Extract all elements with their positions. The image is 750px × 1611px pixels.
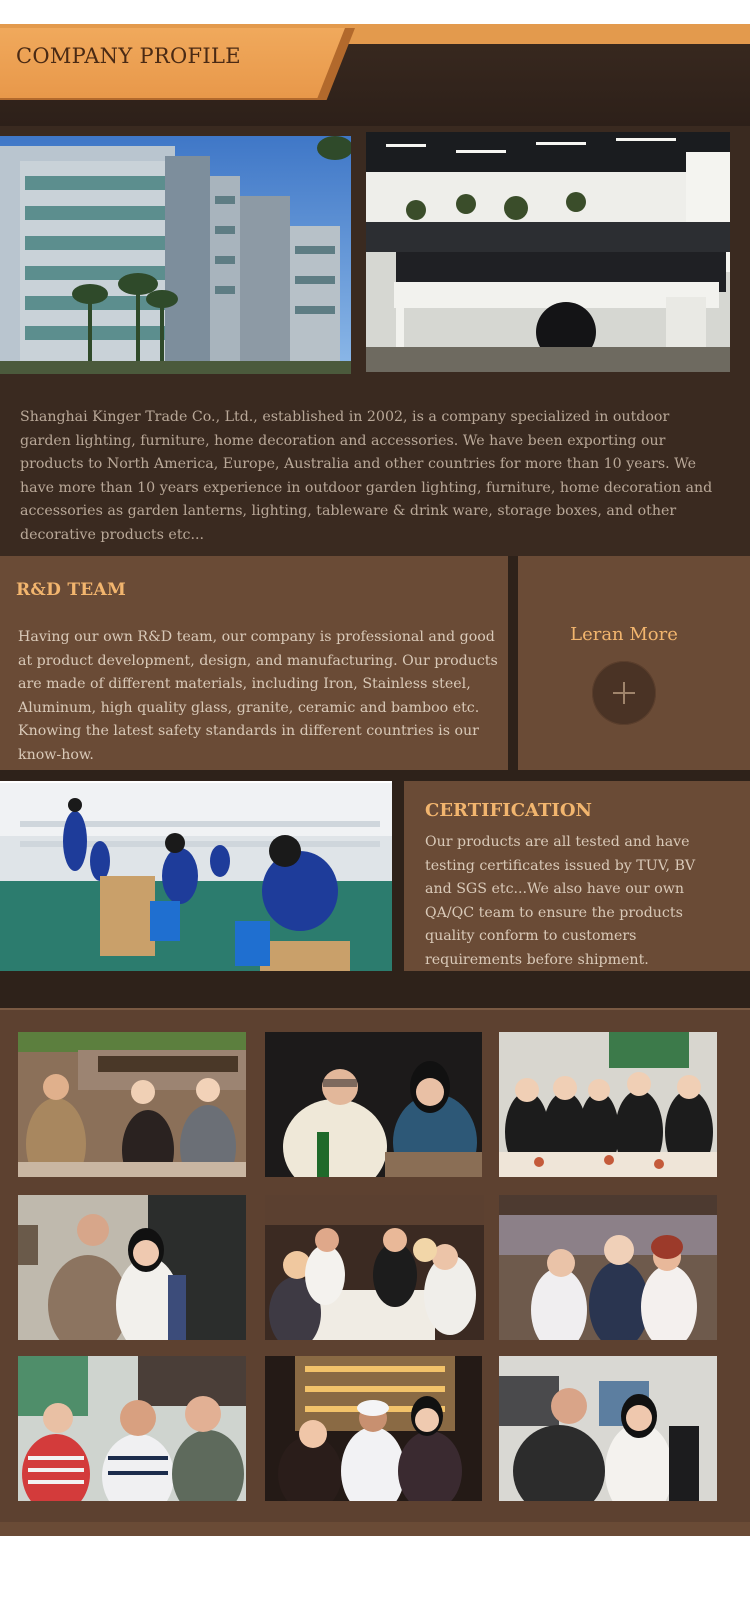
certification-paragraph: Our products are all tested and have testing certificates issued by TUV, BV and SGS etc...We also have our own QA/QC team to ensure the products quality conform to customers requirements before shipment. [425,834,696,968]
customer-photo [499,1195,717,1340]
office-building-photo [0,136,351,374]
customer-photo [499,1032,717,1177]
panel-divider [508,556,518,770]
intro-paragraph: Shanghai Kinger Trade Co., Ltd., established in 2002, is a company specialized in outdoor garden lighting, furniture, home decoration and accessories. We have been exporting our products to North America, Europe, Australia and other countries for more than 10 years. We have more than 10 years experience in outdoor garden lighting, furniture, home decoration and accessories as garden lanterns, lighting, tableware & drink ware, storage boxes, and other decorative products etc... [20,409,713,543]
gallery-bottom-border [0,1522,750,1536]
office-interior-photo [366,132,730,372]
rd-team-paragraph: Having our own R&D team, our company is professional and good at product development, design, and manufacturing. Our products are made of different materials, including Iron, Stainless steel, Aluminum, high quality glass, granite, ceramic and bamboo etc. Knowing the latest safety standards in different countries is our know-how. [18,629,498,763]
certification-heading: CERTIFICATION [425,800,592,821]
plus-icon[interactable] [592,661,656,725]
customer-photo [265,1356,482,1501]
customer-photo [18,1195,246,1340]
rd-team-heading: R&D TEAM [16,580,127,600]
page-title: COMPANY PROFILE [16,44,241,68]
learn-more-link[interactable]: Leran More [570,624,678,645]
customer-photo [499,1356,717,1501]
factory-workers-photo [0,781,392,971]
customer-photo [18,1356,246,1501]
customer-photo [18,1032,246,1177]
customer-photo [265,1032,482,1177]
customer-photo [265,1195,484,1340]
